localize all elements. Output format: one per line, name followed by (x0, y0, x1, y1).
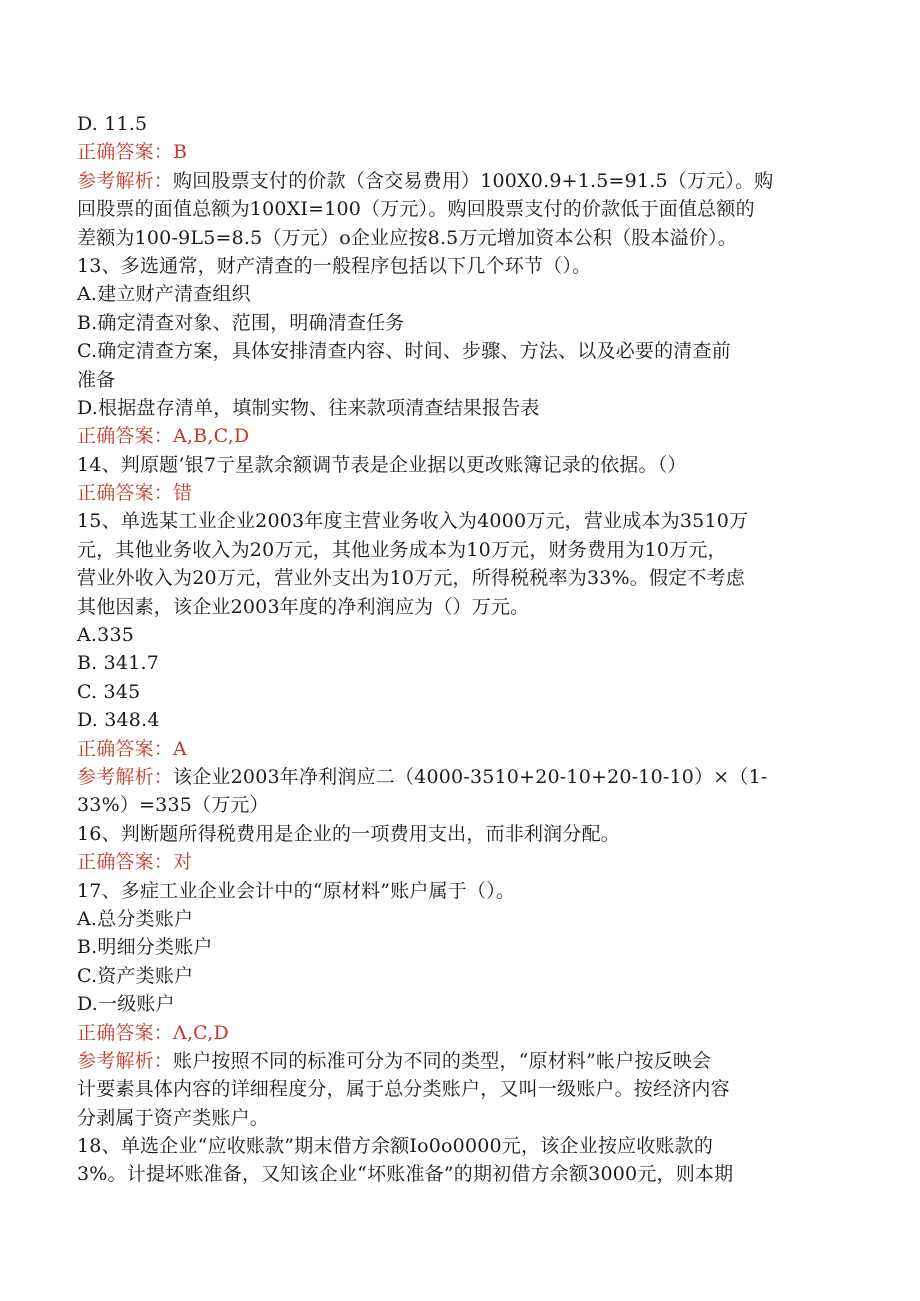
correct-answer-label: 正确答案： (77, 1021, 174, 1044)
text-line: 分剥属于资产类账户。 (77, 1106, 270, 1129)
analysis-text: 该企业2003年净利润应二（4000-3510+20-10+20-10-10）×（1- (173, 765, 768, 788)
answer-option: C.确定清查方案，具体安排清查内容、时间、步骤、方法、以及必要的清查前 (77, 340, 731, 363)
text-line: 33%）=335（万元） (77, 794, 269, 817)
answer-option: B.确定清查对象、范围，明确清查任务 (77, 311, 405, 334)
answer-option: D.根据盘存清单，填制实物、往来款项清查结果报告表 (77, 396, 540, 419)
analysis-text: 购回股票支付的价款（含交易费用）100X0.9+1.5=91.5（万元）。购 (173, 169, 774, 192)
text-line: 差额为100-9L5=8.5（万元）o企业应按8.5万元增加资本公积（股本溢价）。 (77, 226, 737, 249)
answer-option: B. 341.7 (77, 652, 160, 675)
question-text: 17、多症工业企业会计中的“原材料”账户属于（）。 (77, 879, 516, 902)
analysis-label: 参考解析： (77, 169, 174, 192)
document-body (77, 110, 837, 1189)
text-line: 营业外收入为20万元，营业外支出为10万元，所得税税率为33%。假定不考虑 (77, 567, 745, 590)
answer-option: D. 11.5 (77, 113, 148, 135)
correct-answer-line (77, 422, 837, 450)
correct-answer-value: 对 (173, 851, 193, 874)
correct-answer-label: 正确答案： (77, 482, 174, 505)
correct-answer-value: 错 (173, 482, 193, 505)
correct-answer-label: 正确答案： (77, 425, 174, 448)
correct-answer-value: A,B,C,D (173, 425, 250, 448)
question-text: 14、判原题‘银7亍星款余额调节表是企业据以更改账簿记录的依据。（） (77, 453, 687, 476)
text-line: 回股票的面值总额为100XI=100（万元）。购回股票支付的价款低于面值总额的 (77, 198, 755, 221)
correct-answer-line (77, 479, 837, 507)
text-line: 准备 (77, 368, 116, 391)
correct-answer-label: 正确答案： (77, 141, 174, 164)
analysis-text: 账户按照不同的标准可分为不同的类型，“原材料”帐户按反映会 (173, 1049, 712, 1072)
analysis-line (77, 1047, 837, 1075)
text-line: 计要素具体内容的详细程度分，属于总分类账户，又叫一级账户。按经济内容 (77, 1078, 730, 1101)
correct-answer-line (77, 138, 837, 166)
analysis-line (77, 763, 837, 791)
text-line: 3%。计提坏账准备，又知该企业“坏账准备”的期初借方余额3000元，则本期 (77, 1163, 734, 1186)
correct-answer-label: 正确答案： (77, 851, 174, 874)
answer-option: C. 345 (77, 680, 141, 703)
answer-option: C.资产类账户 (77, 964, 194, 987)
question-text: 13、多选通常，财产清查的一般程序包括以下几个环节（）。 (77, 254, 592, 277)
answer-option: B.明细分类账户 (77, 936, 213, 959)
answer-option: A.总分类账户 (77, 907, 194, 930)
question-text: 16、判断题所得税费用是企业的一项费用支出，而非利润分配。 (77, 822, 620, 845)
answer-option: D. 348.4 (77, 709, 160, 732)
correct-answer-line (77, 848, 837, 876)
answer-option: A.335 (77, 624, 135, 647)
correct-answer-line (77, 1019, 837, 1047)
text-line: 元，其他业务收入为20万元，其他业务成本为10万元，财务费用为10万元， (77, 538, 727, 561)
analysis-label: 参考解析： (77, 765, 174, 788)
correct-answer-value: A (173, 737, 187, 760)
answer-option: A.建立财产清查组织 (77, 283, 251, 306)
correct-answer-label: 正确答案： (77, 737, 174, 760)
question-text: 15、单选某工业企业2003年度主营业务收入为4000万元，营业成本为3510万 (77, 510, 749, 533)
correct-answer-line (77, 735, 837, 763)
analysis-label: 参考解析： (77, 1049, 174, 1072)
answer-option: D.一级账户 (77, 993, 175, 1016)
text-line: 其他因素，该企业2003年度的净利润应为（）万元。 (77, 595, 530, 618)
question-text: 18、单选企业“应收账款”期末借方余额Io0o0000元，该企业按应收账款的 (77, 1135, 714, 1158)
correct-answer-value: B (173, 141, 188, 164)
analysis-line (77, 167, 837, 195)
correct-answer-value: Λ,C,D (173, 1021, 229, 1044)
